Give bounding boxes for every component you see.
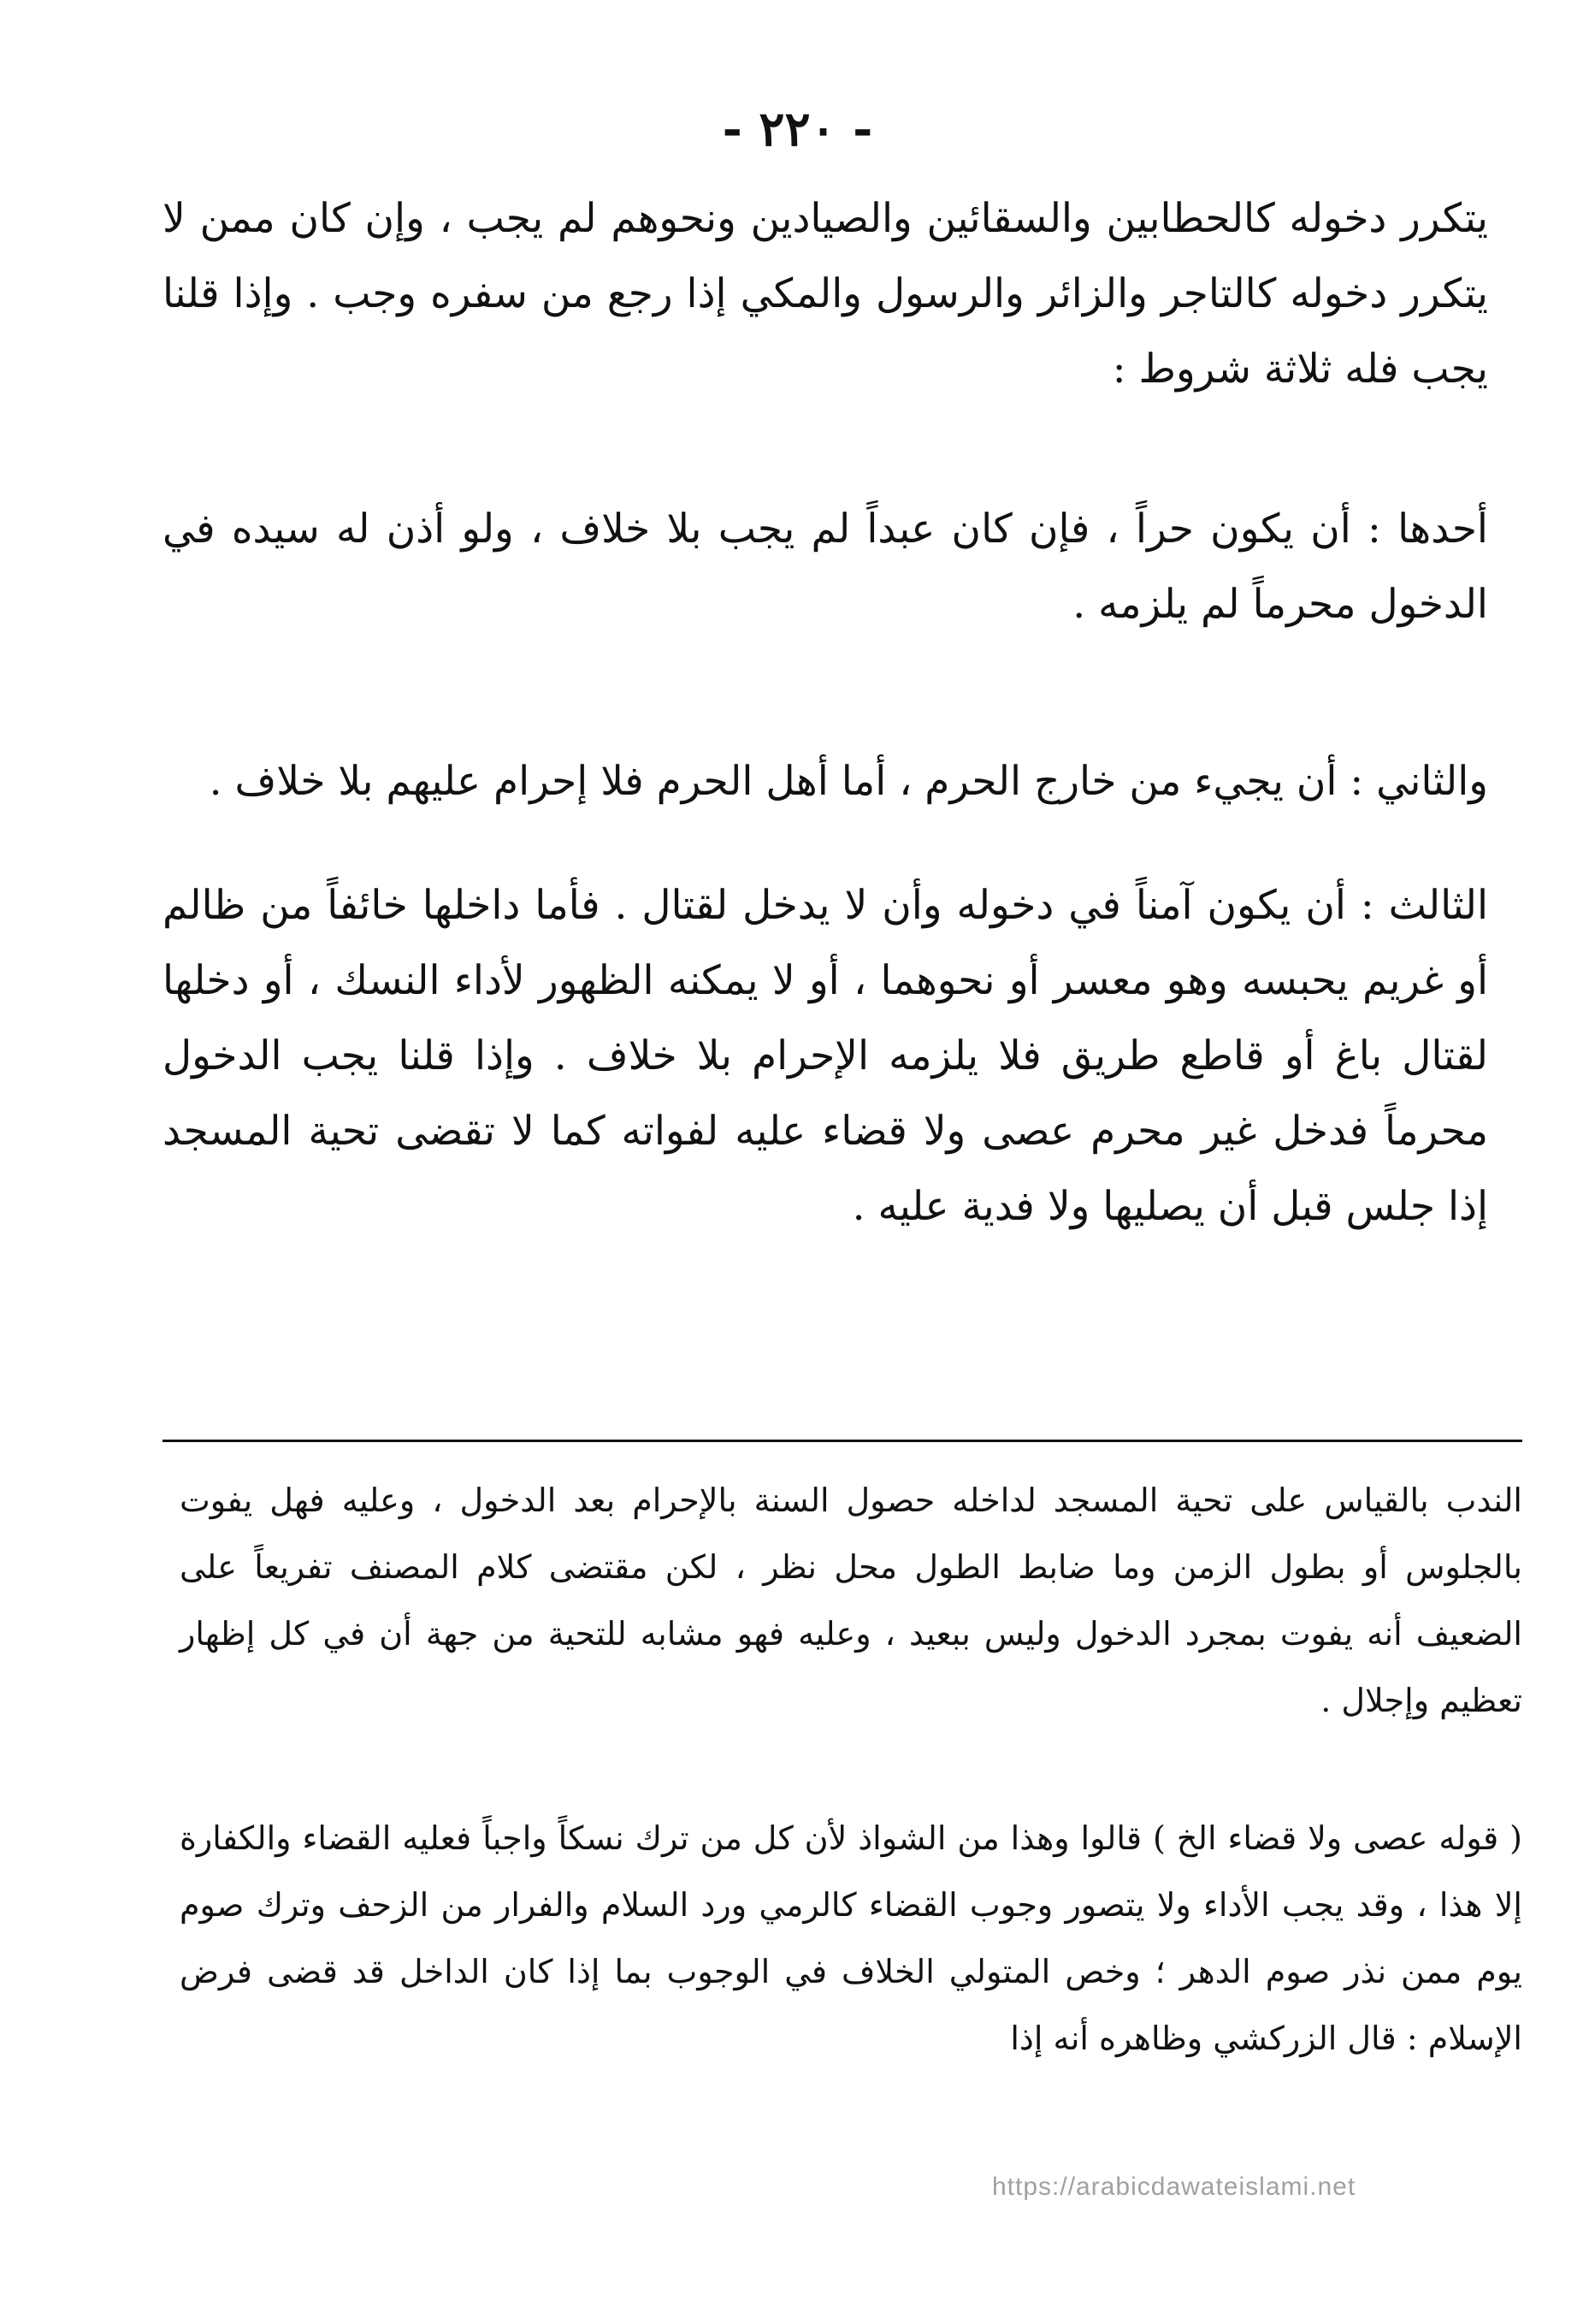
footnote-divider bbox=[162, 1440, 1522, 1442]
footnote-paragraph: ( قوله عصى ولا قضاء الخ ) قالوا وهذا من الشواذ لأن كل من ترك نسكاً واجباً فعليه القضاء والكفارة إلا هذا ، وقد يجب الأداء ولا يتصور وجوب القضاء كالرمي ورد السلام والفرار من الزحف وترك صوم يوم ممن نذر صوم الدهر ؛ وخص المتولي الخلاف في الوجوب بما إذا كان الداخل قد قضى فرض الإسلام : قال الزركشي وظاهره أنه إذا bbox=[180, 1819, 1522, 2057]
watermark-url: https://arabicdawateislami.net bbox=[992, 2173, 1356, 2201]
main-paragraph: الثالث : أن يكون آمناً في دخوله وأن لا يدخل لقتال . فأما داخلها خائفاً من ظالم أو غريم يحبسه وهو معسر أو نحوهما ، أو لا يمكنه الظهور لأداء النسك ، أو دخلها لقتال باغ أو قاطع طريق فلا يلزمه الإحرام بلا خلاف . وإذا قلنا يجب الدخول محرماً فدخل غير محرم عصى ولا قضاء عليه لفواته كما لا تقضى تحية المسجد إذا جلس قبل أن يصليها ولا فدية عليه . bbox=[162, 882, 1488, 1230]
main-paragraph: والثاني : أن يجيء من خارج الحرم ، أما أهل الحرم فلا إحرام عليهم بلا خلاف . bbox=[209, 758, 1488, 805]
page-number: - ٢٢٠ - bbox=[722, 101, 873, 157]
main-paragraph: يتكرر دخوله كالحطابين والسقائين والصيادين ونحوهم لم يجب ، وإن كان ممن لا يتكرر دخوله كالتاجر والزائر والرسول والمكي إذا رجع من سفره وجب . وإذا قلنا يجب فله ثلاثة شروط : bbox=[162, 195, 1488, 393]
main-paragraph: أحدها : أن يكون حراً ، فإن كان عبداً لم يجب بلا خلاف ، ولو أذن له سيده في الدخول محرماً لم يلزمه . bbox=[162, 506, 1488, 628]
footnote-paragraph: الندب بالقياس على تحية المسجد لداخله حصول السنة بالإحرام بعد الدخول ، وعليه فهل يفوت بالجلوس أو بطول الزمن وما ضابط الطول محل نظر ، لكن مقتضى كلام المصنف تفريعاً على الضعيف أنه يفوت بمجرد الدخول وليس ببعيد ، وعليه فهو مشابه للتحية من جهة أن في كل إظهار تعظيم وإجلال . bbox=[180, 1481, 1522, 1719]
